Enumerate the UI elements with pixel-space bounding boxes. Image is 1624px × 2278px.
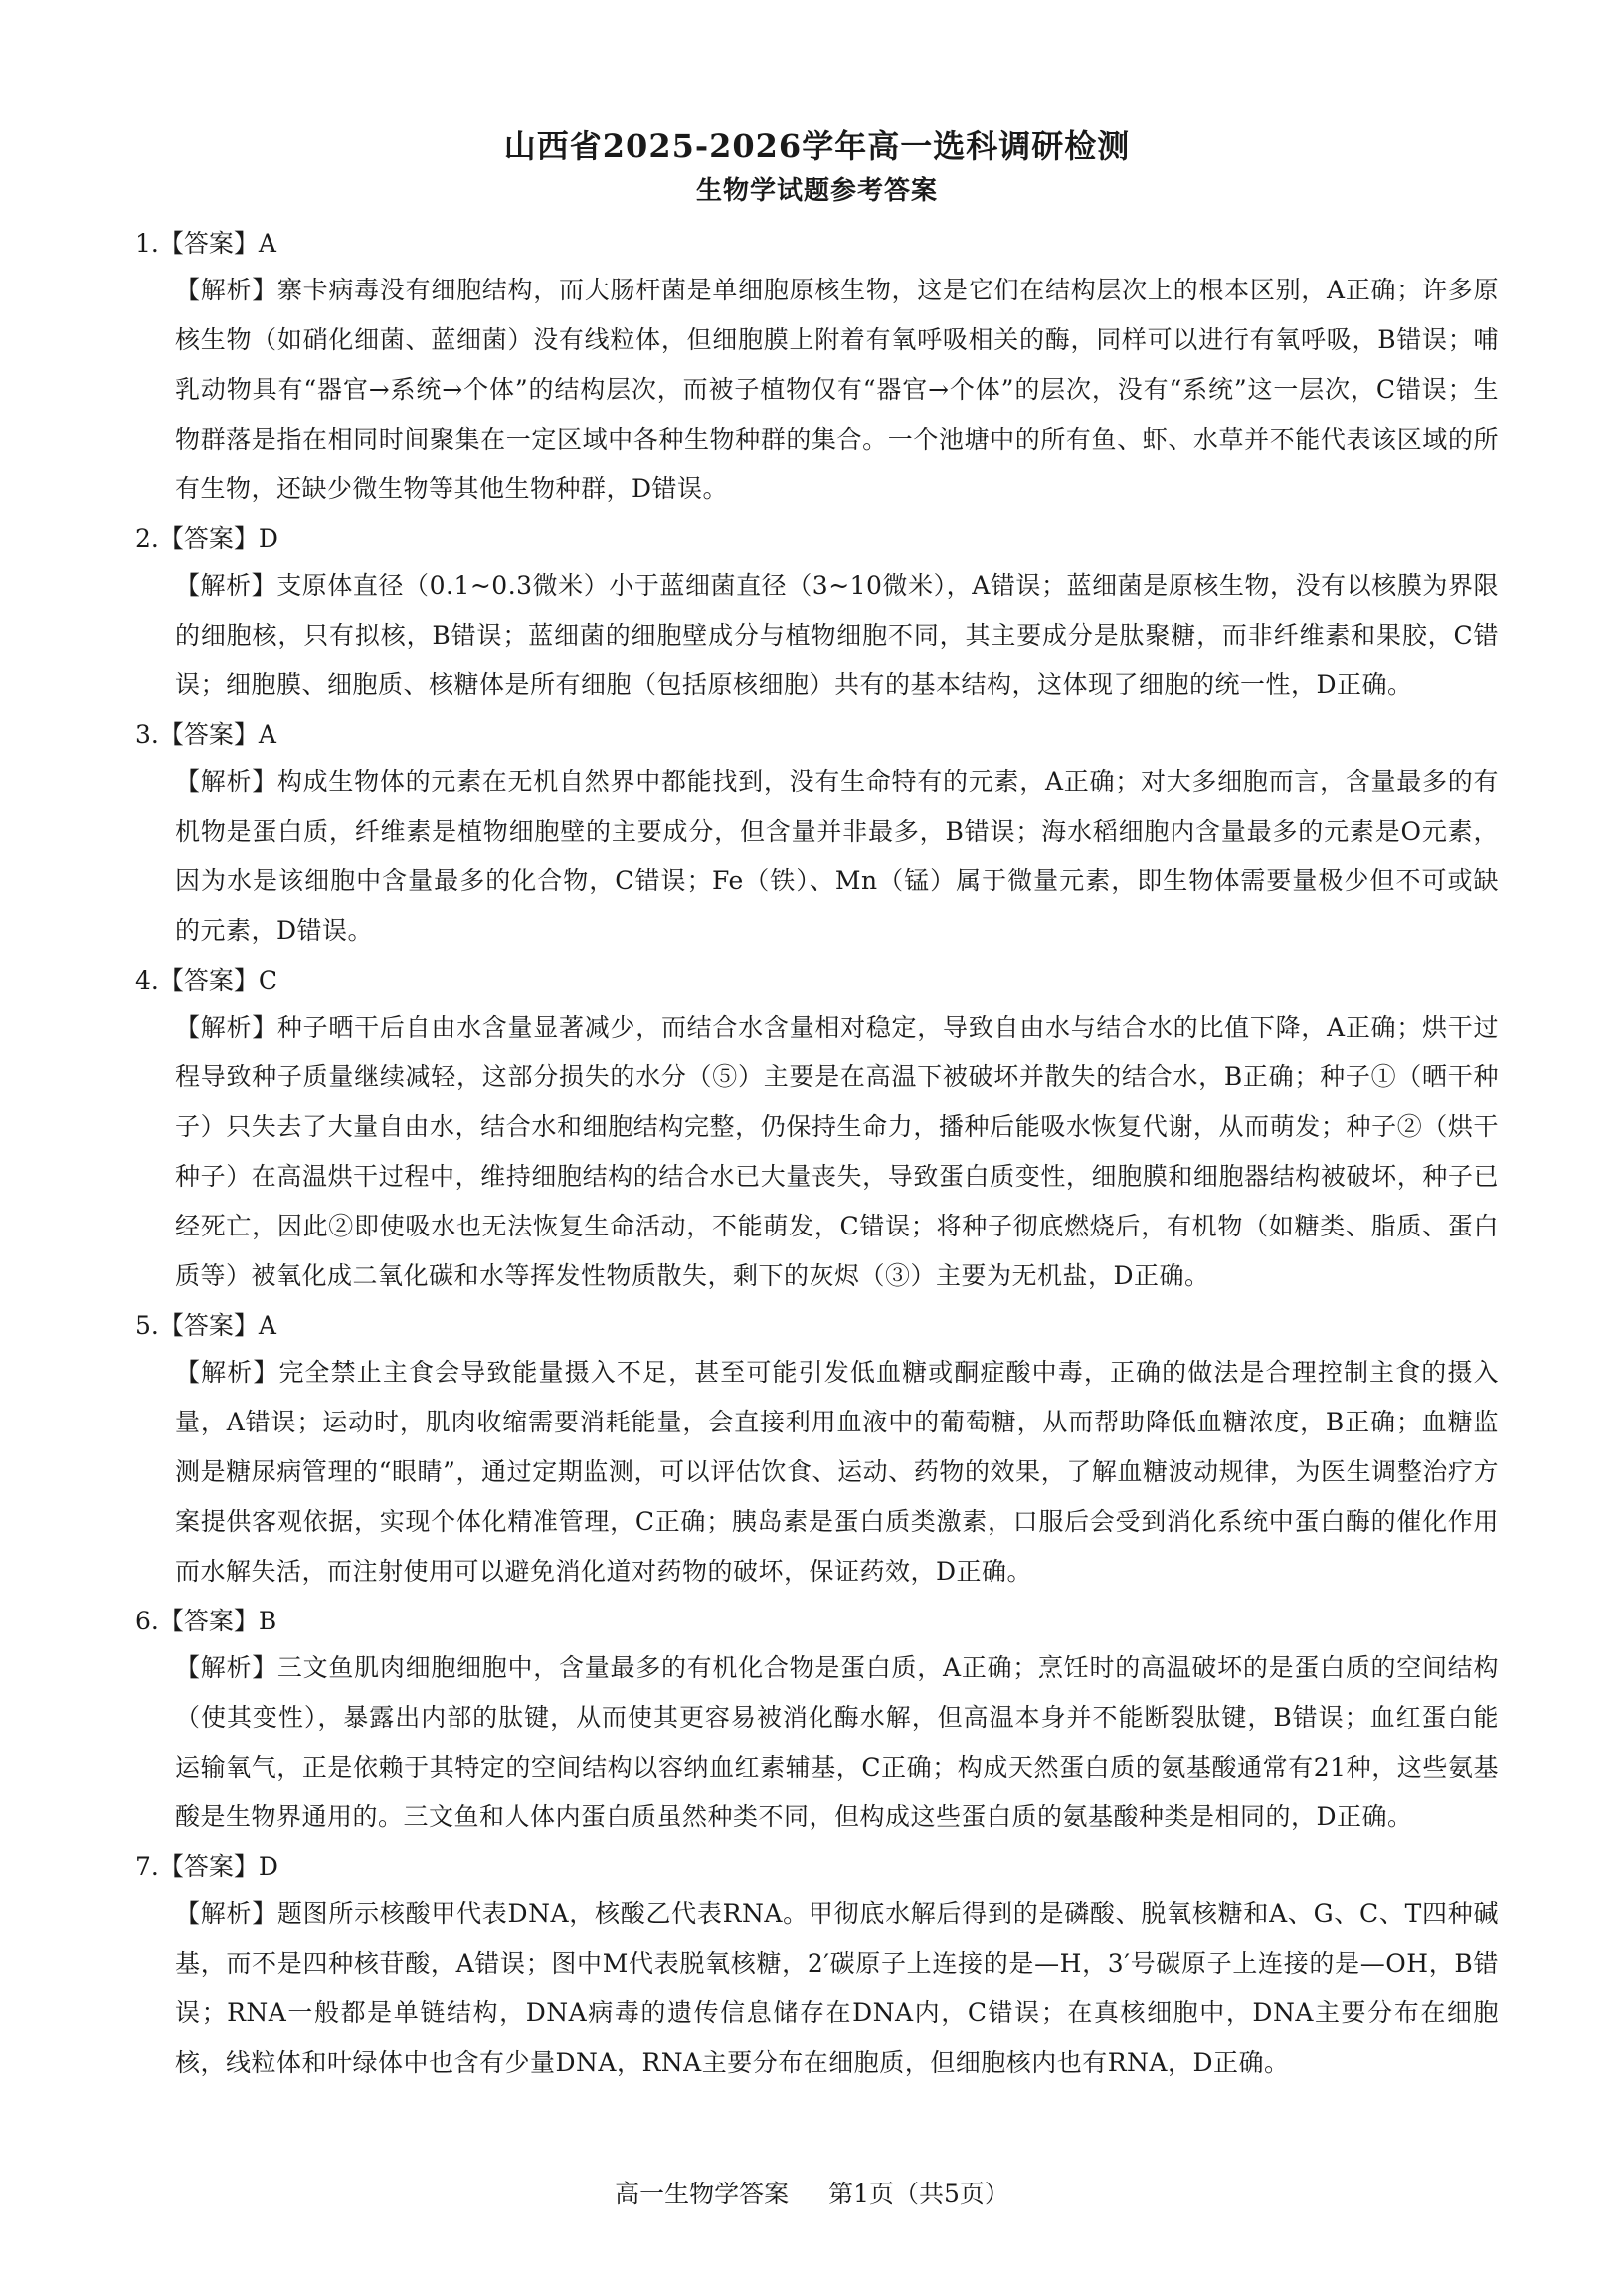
answer-line: 1.【答案】A: [135, 229, 276, 258]
answer-line: 2.【答案】D: [135, 524, 278, 553]
question-4: [135, 958, 1499, 1301]
analysis-text: 【解析】三文鱼肌肉细胞细胞中，含量最多的有机化合物是蛋白质，A正确；烹饪时的高温破坏的是蛋白质的空间结构（使其变性），暴露出内部的肽键，从而使其更容易被消化酶水解，但高温本身并不能断裂肽键，B错误；血红蛋白能运输氧气，正是依赖于其特定的空间结构以容纳血红素辅基，C正确；构成天然蛋白质的氨基酸通常有21种，这些氨基酸是生物界通用的。三文鱼和人体内蛋白质虽然种类不同，但构成这些蛋白质的氨基酸种类是相同的，D正确。: [175, 1653, 1499, 1831]
document-title: 山西省2025-2026学年高一选科调研检测: [503, 127, 1131, 165]
analysis-text: 【解析】构成生物体的元素在无机自然界中都能找到，没有生命特有的元素，A正确；对大多细胞而言，含量最多的有机物是蛋白质，纤维素是植物细胞壁的主要成分，但含量并非最多，B错误；海水稻细胞内含量最多的元素是O元素，因为水是该细胞中含量最多的化合物，C错误；Fe（铁）、Mn（锰）属于微量元素，即生物体需要量极少但不可或缺的元素，D错误。: [175, 767, 1499, 945]
answer-line: 3.【答案】A: [135, 720, 276, 749]
analysis-text: 【解析】种子晒干后自由水含量显著减少，而结合水含量相对稳定，导致自由水与结合水的比值下降，A正确；烘干过程导致种子质量继续减轻，这部分损失的水分（⑤）主要是在高温下被破坏并散失的结合水，B正确；种子①（晒干种子）只失去了大量自由水，结合水和细胞结构完整，仍保持生命力，播种后能吸水恢复代谢，从而萌发；种子②（烘干种子）在高温烘干过程中，维持细胞结构的结合水已大量丧失，导致蛋白质变性，细胞膜和细胞器结构被破坏，种子已经死亡，因此②即使吸水也无法恢复生命活动，不能萌发，C错误；将种子彻底燃烧后，有机物（如糖类、脂质、蛋白质等）被氧化成二氧化碳和水等挥发性物质散失，剩下的灰烬（③）主要为无机盐，D正确。: [175, 1013, 1499, 1290]
question-1: [135, 221, 1499, 514]
analysis-text: 【解析】支原体直径（0.1~0.3微米）小于蓝细菌直径（3~10微米），A错误；蓝细菌是原核生物，没有以核膜为界限的细胞核，只有拟核，B错误；蓝细菌的细胞壁成分与植物细胞不同，其主要成分是肽聚糖，而非纤维素和果胶，C错误；细胞膜、细胞质、核糖体是所有细胞（包括原核细胞）共有的基本结构，这体现了细胞的统一性，D正确。: [175, 571, 1499, 699]
document-subtitle: 生物学试题参考答案: [695, 176, 938, 206]
question-3: [135, 712, 1499, 956]
answer-line: 4.【答案】C: [135, 966, 277, 995]
page-footer: [0, 2177, 1624, 2212]
analysis-text: 【解析】寨卡病毒没有细胞结构，而大肠杆菌是单细胞原核生物，这是它们在结构层次上的根本区别，A正确；许多原核生物（如硝化细菌、蓝细菌）没有线粒体，但细胞膜上附着有氧呼吸相关的酶，同样可以进行有氧呼吸，B错误；哺乳动物具有“器官→系统→个体”的结构层次，而被子植物仅有“器官→个体”的层次，没有“系统”这一层次，C错误；生物群落是指在相同时间聚集在一定区域中各种生物种群的集合。一个池塘中的所有鱼、虾、水草并不能代表该区域的所有生物，还缺少微生物等其他生物种群，D错误。: [175, 276, 1499, 503]
analysis-text: 【解析】题图所示核酸甲代表DNA，核酸乙代表RNA。甲彻底水解后得到的是磷酸、脱氧核糖和A、G、C、T四种碱基，而不是四种核苷酸，A错误；图中M代表脱氧核糖，2′碳原子上连接的是—H，3′号碳原子上连接的是—OH，B错误；RNA一般都是单链结构，DNA病毒的遗传信息储存在DNA内，C错误；在真核细胞中，DNA主要分布在细胞核，线粒体和叶绿体中也含有少量DNA，RNA主要分布在细胞质，但细胞核内也有RNA，D正确。: [175, 1899, 1499, 2077]
question-6: [135, 1599, 1499, 1842]
answer-line: 6.【答案】B: [135, 1607, 277, 1635]
analysis-text: 【解析】完全禁止主食会导致能量摄入不足，甚至可能引发低血糖或酮症酸中毒，正确的做法是合理控制主食的摄入量，A错误；运动时，肌肉收缩需要消耗能量，会直接利用血液中的葡萄糖，从而帮助降低血糖浓度，B正确；血糖监测是糖尿病管理的“眼睛”，通过定期监测，可以评估饮食、运动、药物的效果，了解血糖波动规律，为医生调整治疗方案提供客观依据，实现个体化精准管理，C正确；胰岛素是蛋白质类激素，口服后会受到消化系统中蛋白酶的催化作用而水解失活，而注射使用可以避免消化道对药物的破坏，保证药效，D正确。: [175, 1358, 1499, 1586]
question-2: [135, 516, 1499, 710]
question-7: [135, 1844, 1499, 2088]
question-5: [135, 1303, 1499, 1597]
answer-line: 7.【答案】D: [135, 1852, 278, 1881]
footer-page-number: 第1页（共5页）: [828, 2180, 1009, 2208]
footer-subject: 高一生物学答案: [615, 2180, 790, 2208]
answer-line: 5.【答案】A: [135, 1311, 276, 1340]
